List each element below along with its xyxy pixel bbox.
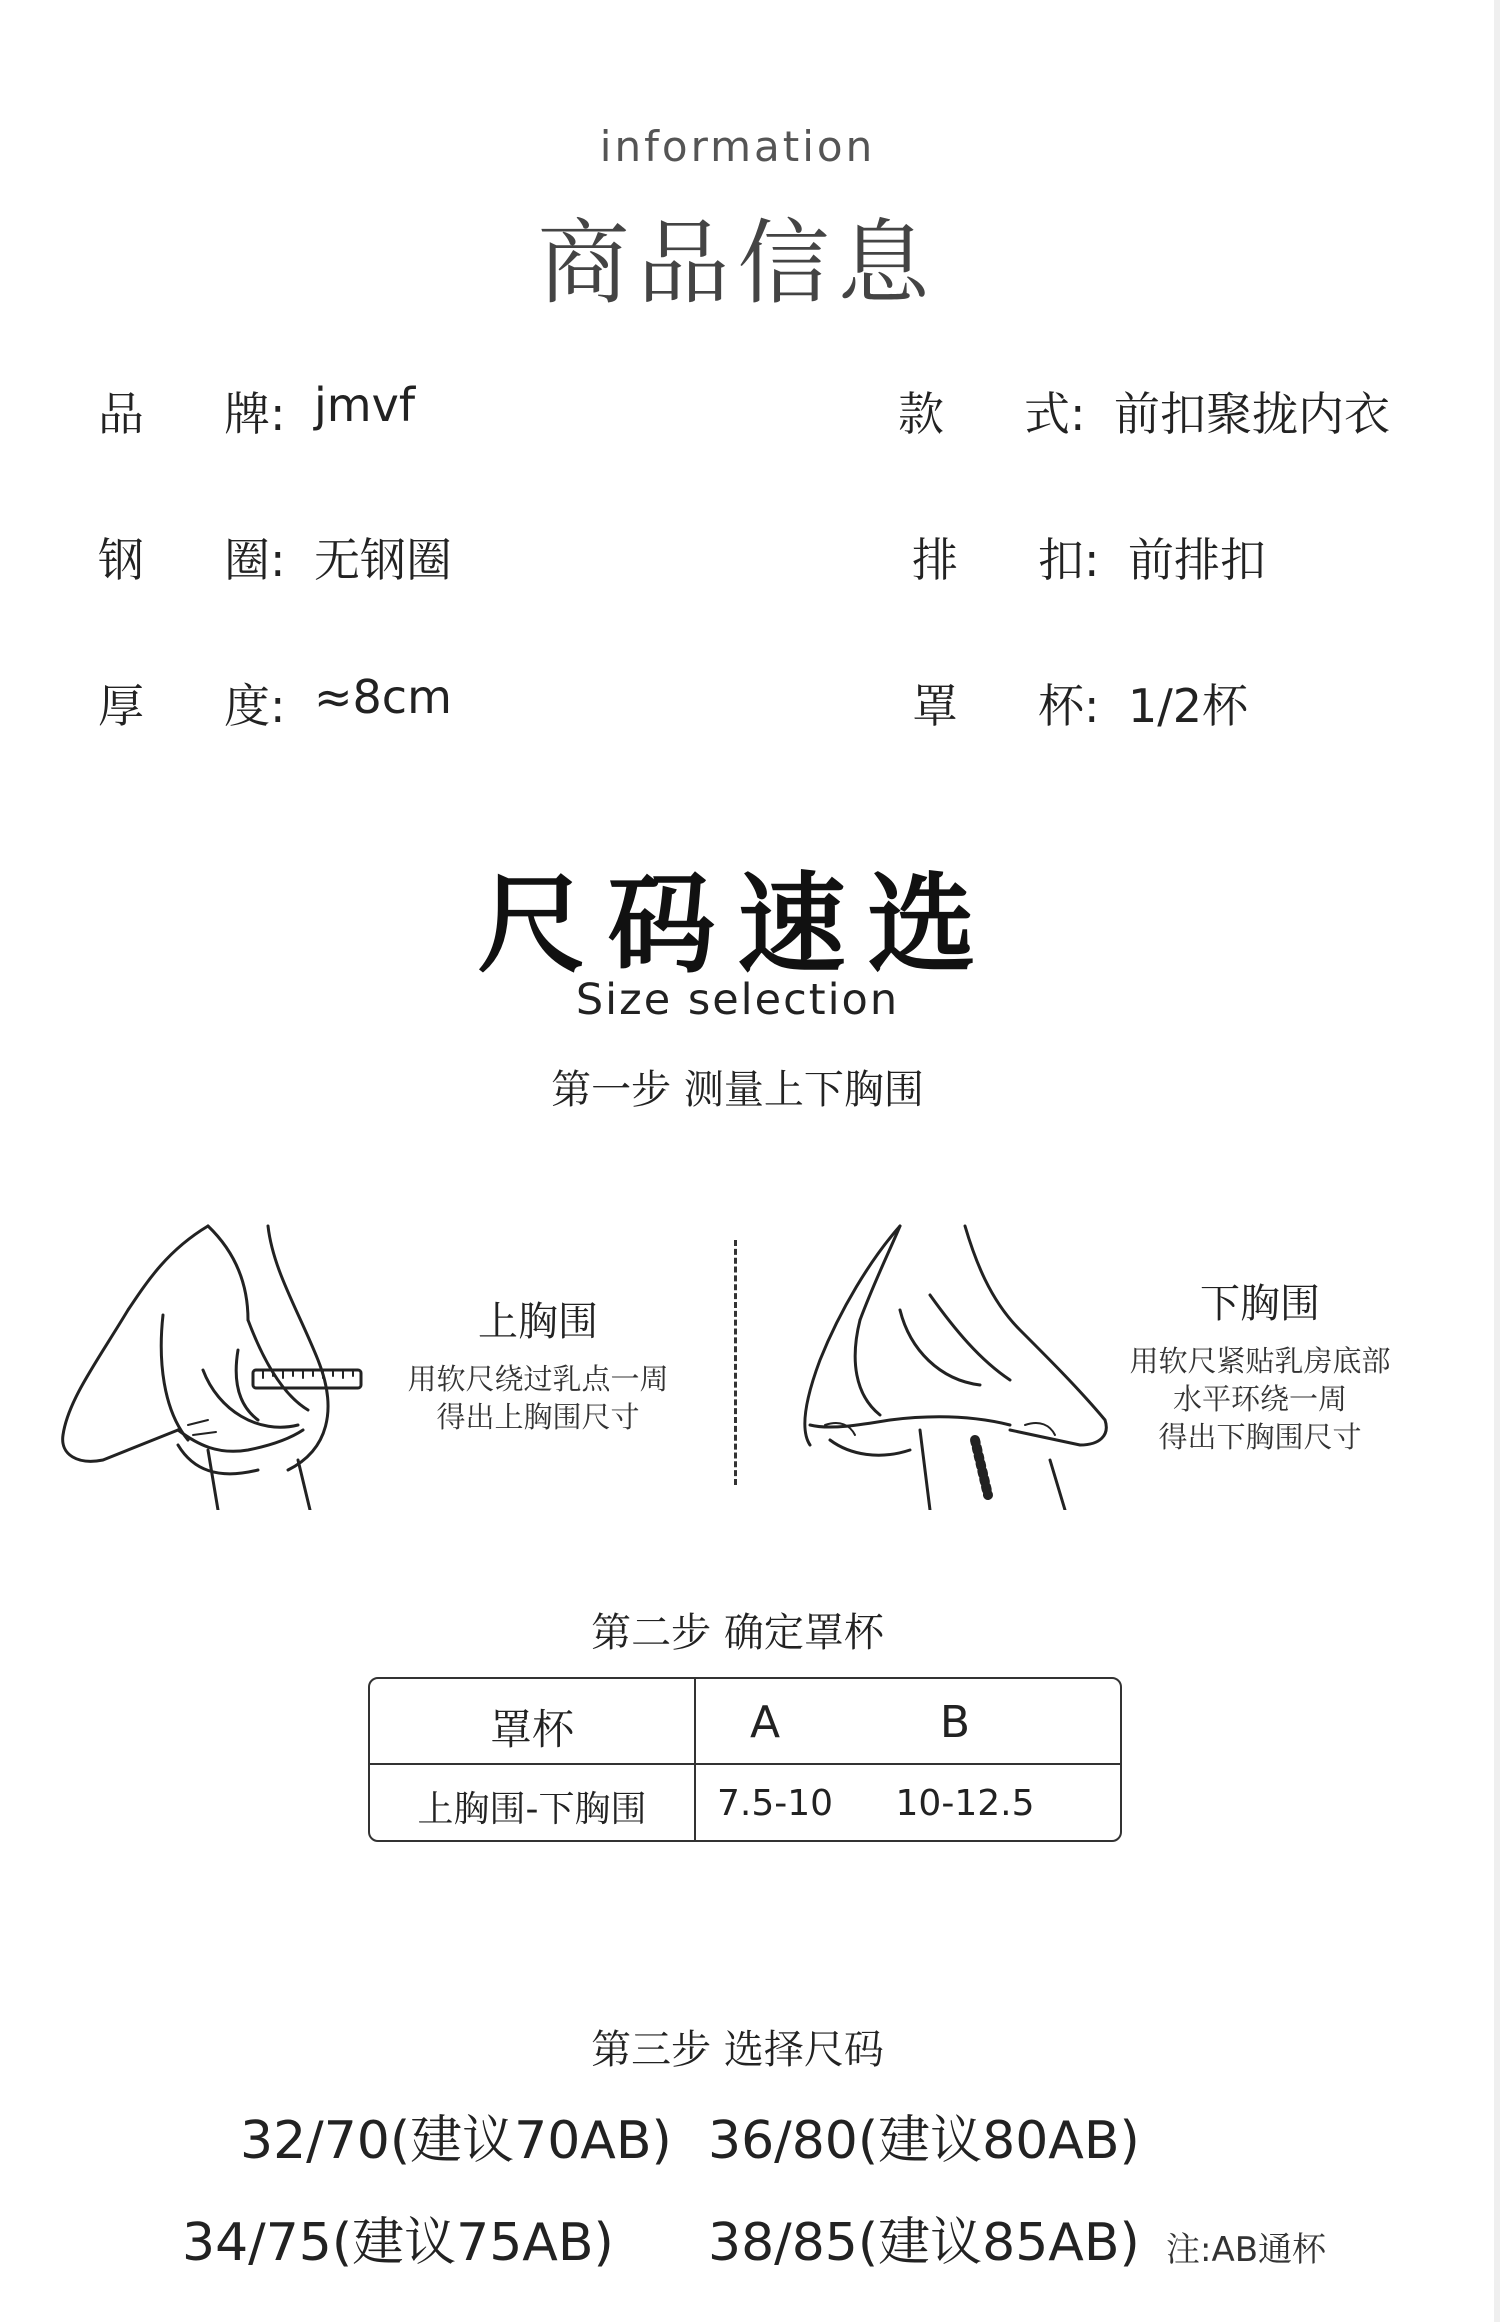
table-value-a: 7.5-10 [716, 1783, 834, 1824]
size-selection-english-title: Size selection [575, 975, 900, 1025]
step1-divider [734, 1240, 737, 1485]
spec-buckle [912, 524, 1412, 587]
spec-style-value: 前扣聚拢内衣 [1114, 387, 1390, 441]
lower-bust-text-1: 用软尺紧贴乳房底部 [1129, 1344, 1391, 1378]
spec-style-key1: 款 [898, 387, 944, 441]
lower-bust-text-2: 水平环绕一周 [1172, 1382, 1347, 1416]
size-recommendation-34-75: 34/75(建议75AB) [182, 2213, 614, 2273]
spec-brand-value: jmvf [314, 378, 416, 432]
upper-bust-text-1: 用软尺绕过乳点一周 [407, 1362, 669, 1396]
table-row-label: 上胸围-下胸围 [417, 1789, 647, 1830]
size-selection-title: 尺码速选 [477, 863, 998, 988]
spec-style [898, 378, 1418, 441]
cup-note: 注:AB通杯 [1166, 2230, 1327, 2270]
spec-wire-key2: 圈: [224, 533, 286, 587]
info-title: 商品信息 [537, 210, 938, 317]
upper-bust-text-2: 得出上胸围尺寸 [436, 1400, 640, 1434]
table-value-b: 10-12.5 [895, 1783, 1035, 1824]
lower-bust-illustration [780, 1220, 1120, 1510]
cup-size-table [368, 1677, 1122, 1842]
table-row-divider [370, 1763, 1120, 1765]
spec-brand-key1: 品 [98, 387, 144, 441]
spec-thickness-key1: 厚 [98, 679, 144, 733]
spec-wire [98, 524, 518, 587]
spec-brand-key2: 牌: [224, 387, 286, 441]
spec-buckle-key1: 排 [912, 533, 958, 587]
table-header-cup-b: B [939, 1697, 971, 1748]
spec-wire-key1: 钢 [98, 533, 144, 587]
step1-title: 第一步 测量上下胸围 [551, 1067, 924, 1113]
spec-buckle-value: 前排扣 [1128, 533, 1266, 587]
spec-cup-key2: 杯: [1038, 679, 1100, 733]
table-header-label: 罩杯 [489, 1705, 574, 1754]
lower-bust-text-3: 得出下胸围尺寸 [1158, 1420, 1362, 1454]
table-header-cup-a: A [749, 1697, 781, 1748]
spec-thickness-value: ≈8cm [314, 670, 452, 724]
spec-style-key2: 式: [1024, 387, 1086, 441]
step3-title: 第三步 选择尺码 [591, 2027, 884, 2073]
spec-buckle-key2: 扣: [1038, 533, 1100, 587]
lower-bust-title: 下胸围 [1200, 1281, 1320, 1327]
spec-wire-value: 无钢圈 [314, 533, 452, 587]
info-english-title: information [599, 122, 876, 171]
spec-cup-key1: 罩 [912, 679, 958, 733]
spec-cup-value: 1/2杯 [1128, 679, 1249, 733]
spec-thickness [98, 670, 518, 733]
size-recommendation-38-85: 38/85(建议85AB) [708, 2213, 1140, 2273]
size-recommendation-36-80: 36/80(建议80AB) [708, 2111, 1140, 2171]
spec-brand [98, 378, 518, 441]
spec-thickness-key2: 度: [224, 679, 286, 733]
right-edge-strip [1494, 0, 1500, 2322]
spec-cup [912, 670, 1412, 733]
step2-title: 第二步 确定罩杯 [591, 1610, 884, 1656]
upper-bust-title: 上胸围 [478, 1299, 598, 1345]
upper-bust-illustration [58, 1220, 388, 1510]
size-recommendation-32-70: 32/70(建议70AB) [240, 2111, 672, 2171]
